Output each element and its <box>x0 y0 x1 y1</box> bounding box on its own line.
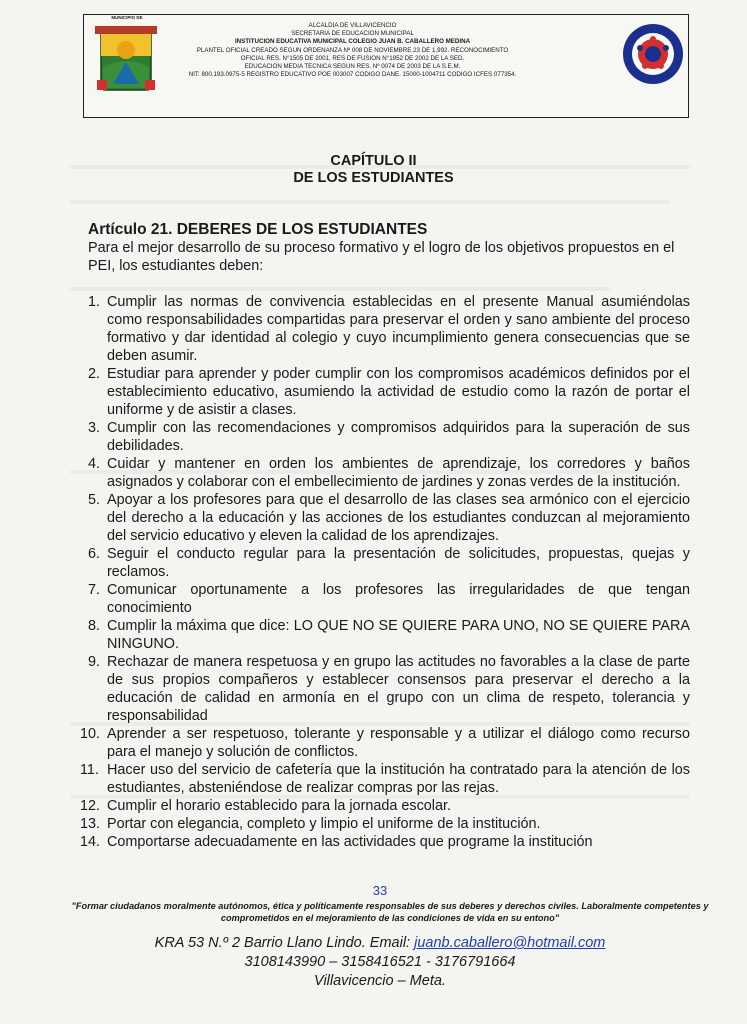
duty-text: Comportarse adecuadamente en las actividades que programe la institución <box>107 834 593 850</box>
duty-item <box>80 761 690 797</box>
chapter-title: DE LOS ESTUDIANTES <box>293 170 454 186</box>
duty-item <box>80 797 690 815</box>
duty-number: 2. <box>88 366 101 382</box>
duty-number: 1. <box>88 294 101 310</box>
letterhead-line-6: EDUCACIÓN MEDIA TECNICA SEGÚN RES. Nº 0074 DE 2003 DE LA S.E.M. <box>244 63 461 71</box>
crest-caption: MUNICIPIO DE <box>111 15 143 20</box>
duty-item <box>80 833 690 851</box>
duty-text: Aprender a ser respetuoso, tolerante y responsable y a utilizar el diálogo como recurso para el manejo y solución de conflictos. <box>107 726 690 760</box>
duty-number: 6. <box>88 546 101 562</box>
duty-item <box>80 815 690 833</box>
letterhead-line-3: INSTITUCIÓN EDUCATIVA MUNICIPAL COLEGIO JUAN B. CABALLERO MEDINA <box>234 38 471 46</box>
duty-item <box>88 455 690 491</box>
footer-city: Villavicencio – Meta. <box>314 973 446 989</box>
article-intro: Para el mejor desarrollo de su proceso formativo y el logro de los objetivos propuestos en el PEI, los estudiantes deben: <box>88 240 675 274</box>
duty-number: 11. <box>80 762 99 778</box>
duty-number: 14. <box>80 834 101 850</box>
duty-item <box>88 545 690 581</box>
duty-item <box>88 365 690 419</box>
duty-number: 5. <box>88 492 101 508</box>
duty-number: 8. <box>88 618 101 634</box>
letterhead-line-5: OFICIAL RES. N°1505 DE 2001, RES DE FUSION N°1952 DE 2002 DE LA SED. <box>240 54 465 62</box>
duty-text: Cuidar y mantener en orden los ambientes de aprendizaje, los corredores y baños asignados y colaborar con el embellecimiento de jardines y zonas verdes de la institución. <box>107 456 690 490</box>
chapter-number: CAPÍTULO II <box>330 153 417 169</box>
footer-address <box>0 934 747 953</box>
email-link[interactable]: juanb.caballero@hotmail.com <box>414 935 606 951</box>
letterhead-line-7: NIT: 800.193.0975-5 REGISTRO EDUCATIVO POE 003007 CODIGO DANE. 15000-1004711 CODIGO ICFES 077354. <box>188 71 517 79</box>
letterhead-text <box>100 22 605 79</box>
duty-text: Comunicar oportunamente a los profesores las irregularidades de que tengan conocimiento <box>107 582 690 616</box>
duty-number: 7. <box>88 582 101 598</box>
duty-text: Estudiar para aprender y poder cumplir con los compromisos académicos definidos por el establecimiento educativo, asumiendo la actividad de estudio como la razón de portar el uniforme y de asistir a clases. <box>107 366 690 418</box>
duty-text: Seguir el conducto regular para la presentación de solicitudes, propuestas, quejas y reclamos. <box>107 546 690 580</box>
duty-number: 4. <box>88 456 101 472</box>
duty-text: Apoyar a los profesores para que el desarrollo de las clases sea armónico con el ejercicio del derecho a la educación y las acciones de los estudiantes conduzcan al mejoramiento del servicio educativo y eleven la calidad de los aprendizajes. <box>107 492 690 544</box>
duty-item <box>88 581 690 617</box>
school-seal-icon <box>621 22 685 86</box>
duty-text: Hacer uso del servicio de cafetería que la institución ha contratado para la atención de los estudiantes, absteniéndose de realizar compras por las rejas. <box>107 762 690 796</box>
letterhead-line-2: SECRETARÍA DE EDUCACIÓN MUNICIPAL <box>291 30 414 38</box>
duty-item <box>88 491 690 545</box>
duty-text: Cumplir con las recomendaciones y compromisos adquiridos para la superación de sus debilidades. <box>107 420 690 454</box>
letterhead-line-4: PLANTEL OFICIAL CREADO SEGÚN ORDENANZA Nº 008 DE NOVIEMBRE 23 DE 1.992. RECONOCIMIENTO <box>196 46 509 54</box>
duty-text: Portar con elegancia, completo y limpio el uniforme de la institución. <box>107 816 541 832</box>
duty-text: Cumplir la máxima que dice: LO QUE NO SE QUIERE PARA UNO, NO SE QUIERE PARA NINGUNO. <box>107 618 690 652</box>
address-text: KRA 53 N.º 2 Barrio Llano Lindo. Email: <box>154 935 415 951</box>
duty-item <box>88 419 690 455</box>
duty-item <box>88 617 690 653</box>
institution-motto: "Formar ciudadanos moralmente autónomos, ética y políticamente responsables de sus deberes y derechos civiles. Laboralmente competentes y comprometidos en el mejoramiento de las condiciones de vida en su entono" <box>71 901 709 923</box>
duty-number: 10. <box>80 726 101 742</box>
duty-number: 9. <box>88 654 101 670</box>
duty-number: 12. <box>80 798 101 814</box>
duty-text: Rechazar de manera respetuosa y en grupo las actitudes no favorables a la clase de parte de sus propios compañeros y establecer consensos para preservar el derecho a la educación de calidad en armonía en el grupo con un clima de respeto, tolerancia y responsabilidad <box>107 654 690 724</box>
duties-list <box>80 293 690 851</box>
duty-item <box>80 725 690 761</box>
duty-text: Cumplir las normas de convivencia establecidas en el presente Manual asumiéndolas como responsabilidades compartidas para preservar el orden y sano ambiente del proceso formativo y dar identidad al colegio y cuyo incumplimiento genera consecuencias que se deben asumir. <box>107 294 690 364</box>
page-number: 33 <box>372 883 388 898</box>
duty-number: 3. <box>88 420 101 436</box>
duty-item <box>88 293 690 365</box>
letterhead-line-1: ALCALDÍA DE VILLAVICENCIO <box>308 22 397 29</box>
duty-text: Cumplir el horario establecido para la jornada escolar. <box>107 798 451 814</box>
duty-number: 13. <box>80 816 101 832</box>
duty-item <box>88 653 690 725</box>
article-title: Artículo 21. DEBERES DE LOS ESTUDIANTES <box>88 221 428 238</box>
footer-phones: 3108143990 – 3158416521 - 3176791664 <box>244 954 516 970</box>
